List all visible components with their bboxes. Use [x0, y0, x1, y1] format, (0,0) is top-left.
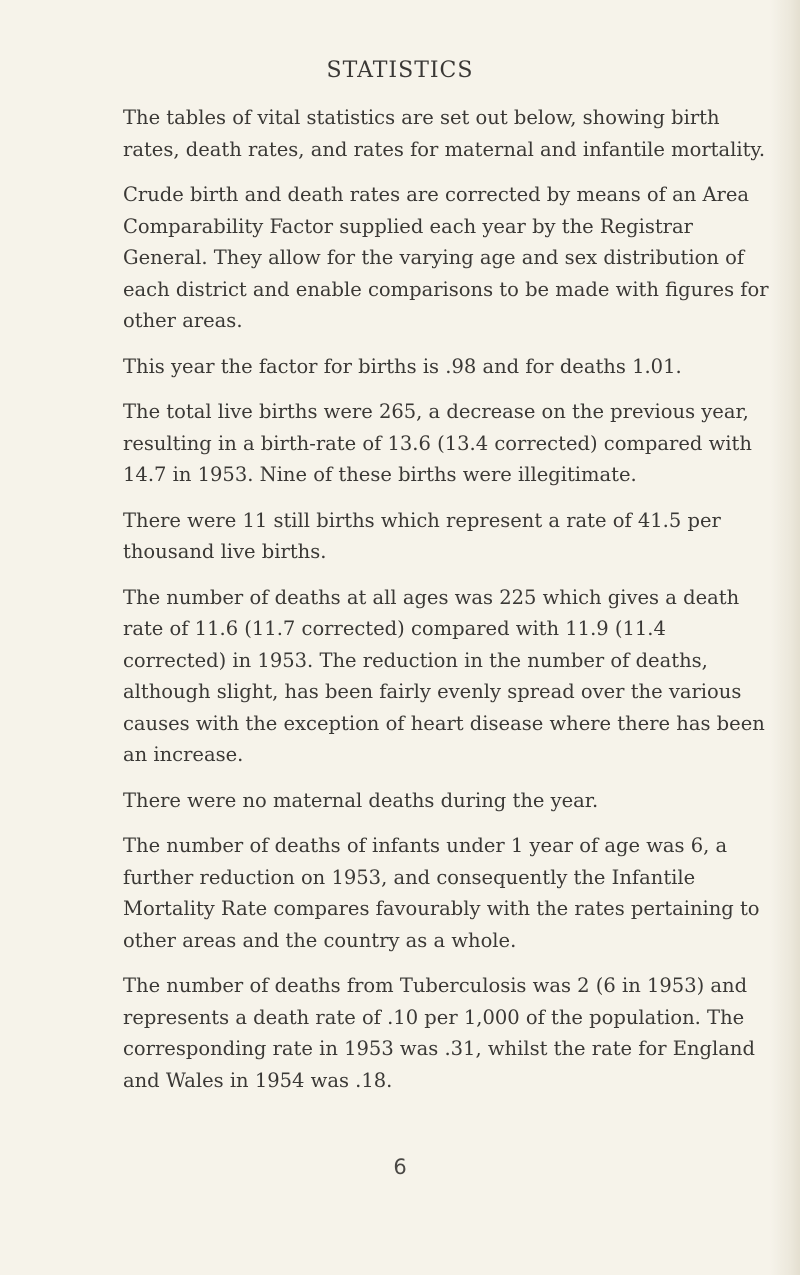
body-text	[123, 102, 773, 1110]
paragraph-maternal-deaths: There were no maternal deaths during the year.	[123, 788, 599, 812]
paragraph-intro: The tables of vital statistics are set out below, showing birth rates, death rates, and rates for maternal and infantile mortality.	[123, 106, 766, 161]
page-title: STATISTICS	[326, 58, 474, 83]
paragraph-live-births: The total live births were 265, a decrease on the previous year, resulting in a birth-rate of 13.6 (13.4 corrected) compared with 14.7 in 1953. Nine of these births were illegitimate.	[123, 400, 752, 486]
paragraph-factor-values: This year the factor for births is .98 and for deaths 1.01.	[123, 354, 682, 378]
paragraph-comparability-factor: Crude birth and death rates are corrected by means of an Area Comparability Factor supplied each year by the Registrar General. They allow for the varying age and sex distribution of each district and enable comparisons to be made with figures for other areas.	[123, 183, 769, 332]
page-number: 6	[393, 1155, 407, 1179]
paragraph-infant-deaths: The number of deaths of infants under 1 year of age was 6, a further reduction on 1953, and consequently the Infantile Mortality Rate compares favourably with the rates pertaining to other areas and the country as a whole.	[123, 834, 760, 952]
paragraph-deaths: The number of deaths at all ages was 225 which gives a death rate of 11.6 (11.7 corrected) compared with 11.9 (11.4 corrected) in 1953. The reduction in the number of deaths, although slight, has been fairly evenly spread over the various causes with the exception of heart disease where there has been an increase.	[123, 585, 765, 766]
paragraph-still-births: There were 11 still births which represent a rate of 41.5 per thousand live births.	[123, 508, 721, 563]
paragraph-tuberculosis: The number of deaths from Tuberculosis was 2 (6 in 1953) and represents a death rate of .10 per 1,000 of the population. The corresponding rate in 1953 was .31, whilst the rate for England and Wales in 1954 was .18.	[123, 974, 755, 1092]
